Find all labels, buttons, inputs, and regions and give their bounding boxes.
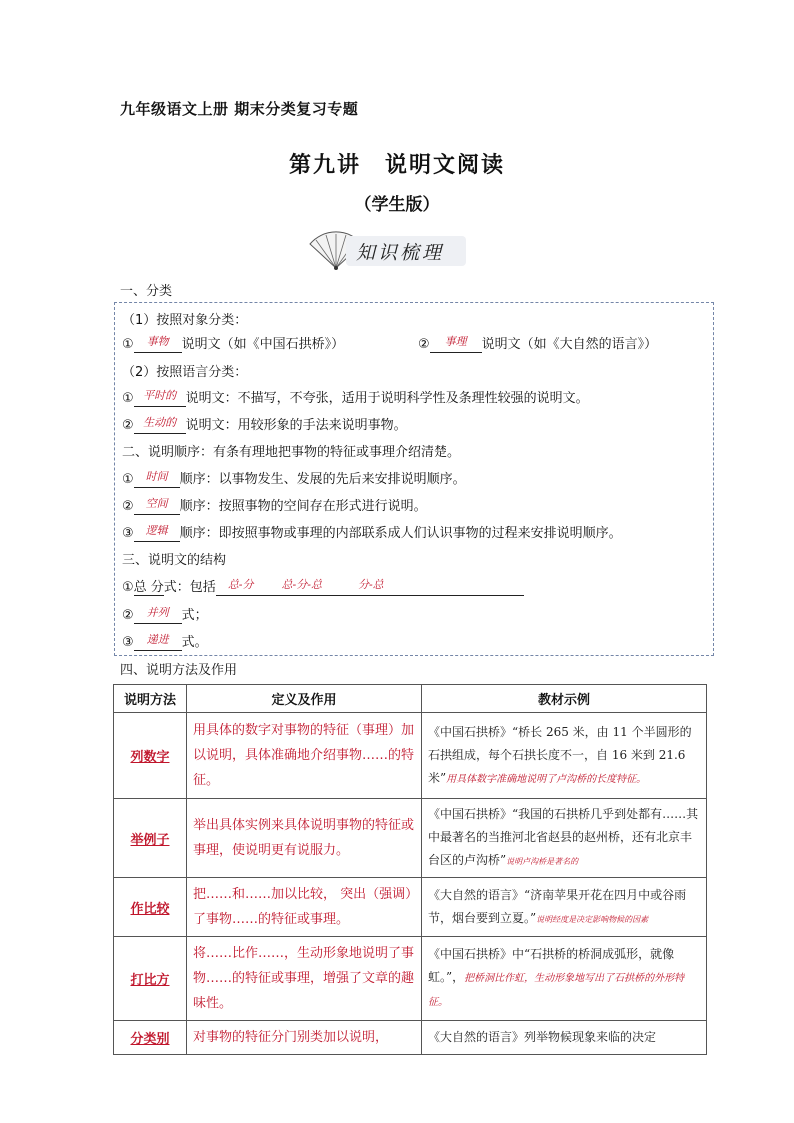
banner-label: 知识梳理 [356,242,445,264]
answer: 总 分 [133,580,164,595]
answer: 空间 [145,497,168,510]
answer-1: 总-分 [227,578,254,591]
box-line-6: 二、说明顺序：有条有理地把事物的特征或事理介绍清楚。 [122,445,461,460]
definition-cell: 举出具体实例来具体说明事物的特征或事理，使说明更有说服力。 [187,799,422,878]
answer-blank [134,634,182,651]
box-line-10: 三、说明文的结构 [122,553,227,568]
answer: 逻辑 [145,524,168,537]
example-text: 《中国石拱桥》“我国的石拱桥几乎到处都有……其中最著名的当推河北省赵县的赵州桥，还有北京丰台区的卢沟桥” [428,807,699,867]
box-line-13 [122,631,208,651]
box-line-5 [122,414,407,434]
box-line-3: （2）按照语言分类： [122,365,248,380]
answer-blank [134,417,186,434]
example-cell [422,937,707,1021]
num: ① [122,391,134,406]
line-text: 说明文：用较形象的手法来说明事物。 [185,418,407,433]
num: ③ [122,635,134,650]
answer-blank [134,390,186,407]
num: ② [418,337,430,352]
table-header-row [114,685,707,713]
methods-table [113,684,707,1055]
num: ① [122,580,134,595]
box-line-9 [122,522,622,542]
method-cell: 举例子 [114,799,187,878]
answer: 事物 [146,335,169,348]
answer-blank [134,607,182,624]
box-line-8 [122,495,427,515]
answer: 生动的 [143,416,177,429]
answer-blank [430,336,482,353]
header-cell: 教材示例 [422,685,707,713]
box-line-11 [122,576,524,596]
box-line-7 [122,468,466,488]
box-line-2b [418,333,657,353]
answer: 时间 [145,470,168,483]
definition-cell: 用具体的数字对事物的特征（事理）加以说明，具体准确地介绍事物……的特征。 [187,713,422,799]
answer-blank [134,471,180,488]
num: ① [122,472,134,487]
line-text: 顺序：即按照事物或事理的内部联系成人们认识事物的过程来安排说明顺序。 [179,526,622,541]
example-note: 说明卢沟桥是著名的 [506,857,579,866]
line-text: 式； [181,608,208,623]
line-text: 说明文（如《大自然的语言》） [481,337,658,352]
page-subtitle: （学生版） [354,195,440,215]
table-row [114,937,707,1021]
num: ② [122,499,134,514]
example-cell [422,799,707,878]
definition-cell: 将……比作……，生动形象地说明了事物……的特征或事理，增强了文章的趣味性。 [187,937,422,1021]
page-title: 第九讲 说明文阅读 [288,152,505,178]
num: ② [122,608,134,623]
example-cell [422,878,707,937]
definition-cell: 把……和……加以比较， 突出（强调）了事物……的特征或事理。 [187,878,422,937]
num: ② [122,418,134,433]
section-banner [306,230,486,272]
example-cell [422,1021,707,1055]
answer-blank [134,525,180,542]
table-row [114,799,707,878]
answer-3: 分-总 [357,578,384,591]
answer: 并列 [146,606,169,619]
line-text: 说明文（如《中国石拱桥》） [181,337,345,352]
example-text: 《中国石拱桥》中“石拱桥的桥洞成弧形，就像虹。”， [428,947,675,984]
example-note: 用具体数字准确地说明了卢沟桥的长度特征。 [446,773,647,785]
definition-cell: 对事物的特征分门别类加以说明， [187,1021,422,1055]
example-text: 《大自然的语言》列举物候现象来临的决定 [428,1030,657,1044]
table-row [114,713,707,799]
section-4-heading: 四、说明方法及作用 [120,663,238,678]
method-cell: 打比方 [114,937,187,1021]
num: ③ [122,526,134,541]
box-line-2 [122,333,344,353]
table-row [114,878,707,937]
answer: 平时的 [143,389,177,402]
example-note: 把桥洞比作虹，生动形象地写出了石拱桥的外形特征。 [428,973,685,1008]
box-line-4 [122,387,589,407]
example-text: 《大自然的语言》“济南苹果开花在四月中或谷雨节，烟台要到立夏。” [428,887,687,925]
method-cell: 作比较 [114,878,187,937]
example-text: 《中国石拱桥》“桥长 265 米，由 11 个半圆形的石拱组成，每个石拱长度不一，自 16 米到 21.6 米” [428,724,692,785]
line-text: 顺序：以事物发生、发展的先后来安排说明顺序。 [179,472,466,487]
answer-blank [134,498,180,515]
header-cell: 定义及作用 [187,685,422,713]
example-cell [422,713,707,799]
line-text: 说明文：不描写，不夸张，适用于说明科学性及条理性较强的说明文。 [185,391,589,406]
answer-blank [216,579,524,596]
answer: 事理 [444,335,467,348]
answer-blank [134,336,182,353]
line-text: 式。 [181,635,208,650]
doc-header: 九年级语文上册 期末分类复习专题 [120,100,359,118]
line-text: 式：包括 [163,580,216,595]
example-note: 说明经度是决定影响物候的因素 [536,914,649,924]
num: ① [122,337,134,352]
answer-2: 总-分-总 [281,578,322,591]
box-line-12 [122,604,208,624]
box-line-1: （1）按照对象分类： [122,313,248,328]
method-cell: 分类别 [114,1021,187,1055]
line-text: 顺序：按照事物的空间存在形式进行说明。 [179,499,427,514]
header-cell: 说明方法 [114,685,187,713]
answer: 递进 [146,633,169,646]
table-row [114,1021,707,1055]
section-1-heading: 一、分类 [120,284,173,299]
method-cell: 列数字 [114,713,187,799]
